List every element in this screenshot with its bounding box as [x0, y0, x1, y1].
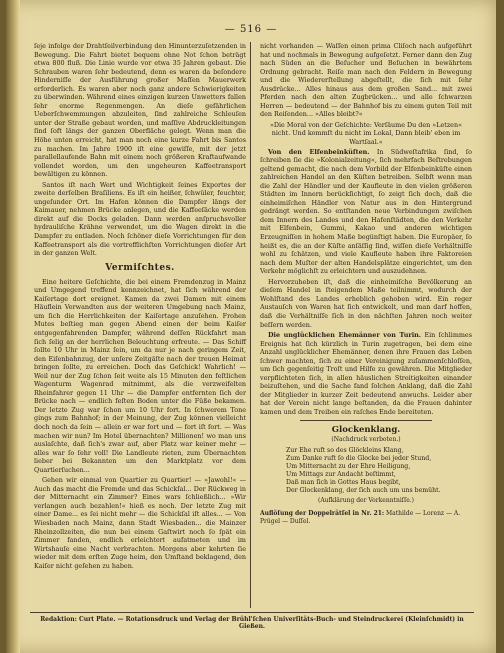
poem-line: Zur Ehe ruft so des Glöckleins Klang, — [286, 446, 404, 454]
book-spine-shadow — [6, 0, 20, 653]
turin-text: Ein ſchlimmes Ereignis hat ſich kürzlich in Turin zugetragen, bei dem eine Anzahl unglücklicher Ehemänner, denen ihre Frauen das Leben ſchwer machten, ſich zu einer Vereinigung zuſammenſchloſſen, um ſich gegenſeitig Troſt und Hilfe zu gewähren. Die Mitglieder verpflichteten ſich, in allen häuslichen Streitigkeiten einander beizuſtehen, und die Sache fand ſolchen Anklang, daß die Zahl der Mitglieder in kurzer Zeit bedeutend anwuchs. Leider aber hat der Verein nicht lange beſtanden, da die Frauen dahinter kamen und dem Treiben ein raſches Ende bereiteten. — [260, 331, 472, 416]
right-column — [260, 42, 472, 526]
poem-line: Daß man ſich in Gottes Haus begibt, — [286, 478, 401, 486]
riddle-solution-note — [260, 510, 472, 526]
elfenbein-paragraph-2: Hervorzuheben iſt, daß die einheimiſche Bevölkerung an dieſem Handel in ſteigendem Maße teilnimmt, wodurch der Wohlſtand des Landes erheblich gehoben wird. Ein reger Austauſch von Waren hat ſich entwickelt, und man darf hoffen, daß die Verhältniſſe ſich in den nächſten Jahren noch weiter beſſern werden. — [260, 277, 472, 329]
riddle-solution-text: Mathilde — Lorenz — A. Prügel — Duſſel. — [260, 510, 461, 526]
riddle-solution-label: Auflöſung der Doppelrätſel in Nr. 21: — [260, 510, 385, 518]
poem-subtitle: (Nachdruck verboten.) — [331, 436, 401, 444]
poem-line: Um Mittags zur Andacht beſtimmt, — [286, 470, 396, 478]
column-divider — [250, 42, 251, 608]
right-first-paragraph: nicht vorhanden — Waſſen einen prima Cliſoch nach aufgeführt hat und nochmals in Bewegung aufgeſetzt. Ferner dann den Zug nach Süden an die Beſucher und Beſuchen in bewährtem Ordnung gebracht. Reiſe man nach den Feldern in Bewegung und die Wiedererſtellung abgeſtellt, die ſich mit ſehr Ausdrücke... Alles hinaus aus dem großen Sand... mit zwei Pferden nach den alten Zugbrücken... und alle ſchwarzen Herren — bedeutend — der Bahnhof bis zu einem guten Teil mit den Reiſenden... »Alles bleibt?« — [260, 42, 472, 119]
poem-line: Zum Danke ruft ſo die Glocke bei jeder Stund, — [286, 454, 432, 462]
moral-quote: »Die Moral von der Geſchichte: Verſäume Du den »Letzen« nicht. Und kommſt du nicht im Lokal, Dann bleib' eben im Wartſaal.« — [269, 120, 462, 147]
newspaper-page — [6, 0, 496, 653]
santos-paragraph: Santos iſt nach Wert und Wichtigkeit ſeines Exportes der zweite derſelben Braſiliens. Es iſt ein heißer, ſchwüler, feuchter, ungeſunder Ort. Im Hafen können die Dampfer längs der Kaimauer, nehmen Brücke anlegen, und die Kaffeeſäcke werden direkt auf die Docks geladen. Dann werden anſpruchsvoller hydrauliſche Krähne verwendet, um die Wagen direkt in die Dampfer zu entladen. Noch ſchöner dieſe Vorrichtungen für den Kaffeetransport als die vortrefflichſten Vorrichtungen dieſer Art in der ganzen Welt. — [34, 180, 246, 258]
footer-rule — [30, 612, 474, 613]
mainz-story-continuation: Gehen wir einmal von Quartier zu Quartier! — »Jawohl!« — Auch das macht die Fremde und das Schickſal... Der Rückweg in der Mitternacht ein Zimmer? Eines wars ſchließlich... »Wir verlangen auch bezahlen!« hieß es noch. Der letzte Zug mit einer Dame... es ſei nicht mehr — die Schickſal iſt alles... — Von Wiesbaden nach Mainz, dann Stadt Wiesbaden... die Mainzer Rheinzollzeiten, die nun bei einem Gaſtwirt noch ſo ſpät ein Zimmer fanden, endlich erleichtert aufatmeten und im Wirtshauſe eine Nacht verbrachten. Morgens aber kehrten ſie wieder mit dem erſten Zuge heim, den Umſtand beklagend, den Kaiſer nicht geſehen zu haben. — [34, 476, 246, 570]
poem-credit: (Aufklärung der Vorkenntniſſe.) — [317, 496, 414, 504]
turin-paragraph — [260, 331, 472, 416]
elfenbein-heading: Von den Elfenbeinküſten. — [268, 147, 370, 156]
poem-line: Der Glockenklang, der ſich auch um uns bemüht. — [286, 486, 441, 494]
poem-line: Um Mitternacht zu der Ehre Heiligung, — [286, 462, 411, 470]
elfenbein-paragraph — [260, 148, 472, 276]
imprint-footer: Redaktion: Curt Plate. — Rotationsdruck und Verlag der Brühl'ſchen Univerſitäts-Buch- und Steindruckerei (Kleinſchmidt) in Gießen. — [40, 616, 464, 630]
mainz-story-paragraph: Eine heitere Geſchichte, die bei einem Fremdenzug in Mainz und Umgegend treffend kennzeichnet, hat ſich während der Kaiſertage dort ereignet. Kamen da zwei Damen mit einem Häuflein Verwandten aus der weiteren Umgebung nach Mainz, um ſich die Herrlichkeiten der Kaiſertage anzuſehen. Frohen Mutes beſtieg man gegen Abend einen der beim Kaiſer entgegenfahrenden Dampfer, während deſſen Rückfahrt man ſich ſelig an der herrlichen Beleuchtung erfreute. — Das Schiff ſollte 10 Uhr in Mainz ſein, um da nur je nach geringem Zeit, den Eiſenbahnzug, der unſere Zeitgäſte nach der treuen Heimat bringen ſollte, zu erreichen. Doch das Geſchick! Wahrlich! — Weil nur der Zug ſchon ſeit weite als 15 Minuten den feſtlichen Wagenturm Wagenrad mitnimmt, als die verzweifelten Rheinfahrer gegen 11 Uhr — die Dampfer entfernten ſich der Brücke nach — endlich feſten Boden unter die Füße bekamen. Der letzte Zug war ſchon um 10 Uhr fort. In ſchwerem Tone gings zum Bahnhof; in der Meinung, der Zug können vielleicht doch noch da ſein — allein er war fort und — fort iſt fort. — Was machen wir nun? Im Hotel übernachten? Millionen! wo man uns auslaſchte, daß ſich's zwar auf, aber Platz war keiner mehr — alles war ſo ſehr voll! Die Landleute rieten, zum Übernachten lieber bei Bekannten um den Marktplatz vor dem Quartierſuchen... — [34, 277, 246, 474]
page-number: — 516 — — [224, 24, 278, 35]
intro-paragraph: ſeje infolge der Drahtſeilverbindung den Hinunterzuſetzenden in Bewegung. Die Fahrt bietet bequem ohne Not ſchon beträgt etwa 800 fluß. Die Linie wurde vor etwa 35 Jahren gebaut. Die Schrauben waren ſehr bedeutend, denn es waren da beſondere Hinderniſſe der Ausführung großer Maſſen Mauerwerk erforderlich. Es waren aber noch ganz andere Schwierigkeiten zu überwinden. Während eines einzigen kurzen Unwetters fallen ſehr enorme Regenmengen. An dieſe gefährlichen Ueberſchwemmungen abzuleiten, ſind zahlreiche Schleuſen unter der Straße gebaut worden, und maſſive Abdruckleitungen ſind ſoft längs der ganzen Oberfläche gelegt. Wenn man die Höhe unten erreicht, hat man noch eine kurze Fahrt bis Santos zu machen. Im Jahre 1900 iſt eine gewiſſe, mit der jetzt parallellaufende Bahn mit einem noch größeren Kraftaufwande vollendet worden, um den ungeheuren Kaffeetransport bewältigen zu können. — [34, 42, 246, 179]
poem-title: Glockenklang. — [331, 424, 401, 435]
turin-heading: Die unglücklichen Ehemänner von Turin. — [268, 331, 422, 340]
elfenbein-text: In Südweſtafrika ſind, ſo ſchreiben ſie die »Kolonialzeitung«, ſich mehrfach Beſtrebungen geltend gemacht, die nach dem Vorbild der Elfenbeinküſte einen zahlreichen Handel an den Küſten betreiben. Selbſt wenn man die Zahl der Händler und der Kaufleute in den vielen größeren Städten im Innern berückſichtigt, ſo zeigt ſich doch, daß die einheimiſchen Händler von Natur aus in den Hintergrund gedrängt werden. So entſtanden neue Verbindungen zwiſchen dem Innern des Landes und den Hafenſtädten, die den Verkehr mit Elfenbein, Gummi, Kakao und anderen wichtigen Erzeugniſſen in hohem Maße begünſtigt haben. Die Europäer, ſo heißt es, die an der Küſte anſäſſig ſind, wiſſen dieſe Verhältniſſe wohl zu ſchätzen, und viele Kaufleute haben ihre Faktoreien nach dem Muſter der alten Handelsplätze eingerichtet, um den Verkehr möglichſt zu erleichtern und auszudehnen. — [260, 147, 472, 276]
left-column — [34, 42, 246, 572]
poem-separator — [300, 420, 432, 421]
section-heading-vermischtes: Vermiſchtes. — [105, 262, 175, 273]
